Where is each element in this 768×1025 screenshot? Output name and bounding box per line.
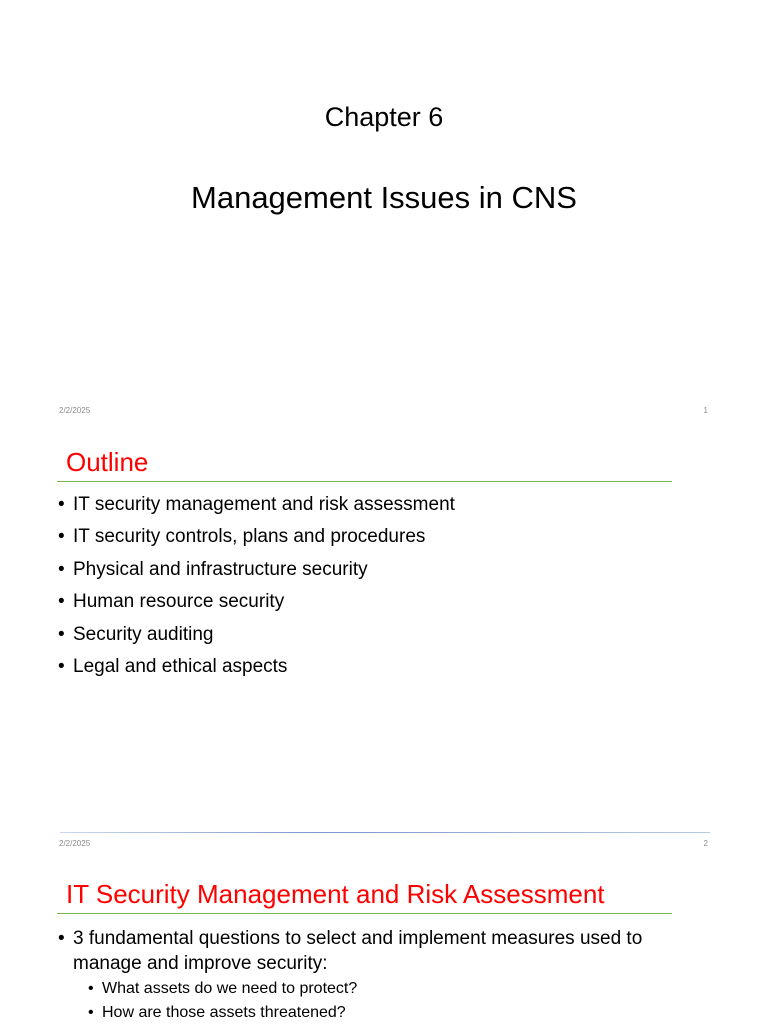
slide-divider — [60, 832, 710, 833]
slide-3 — [0, 864, 768, 1024]
list-item: • Physical and infrastructure security — [57, 554, 717, 586]
list-item: • Legal and ethical aspects — [57, 651, 717, 683]
slide-title: Outline — [66, 447, 149, 477]
slide-date: 2/2/2025 — [59, 839, 91, 848]
list-item: • IT security management and risk assessment — [57, 489, 717, 521]
sub-list-item: • What assets do we need to protect? — [87, 977, 357, 1001]
content-list — [57, 926, 707, 976]
sub-list — [87, 977, 357, 1025]
sub-list-item: • How are those assets threatened? — [87, 1001, 357, 1025]
outline-list — [57, 489, 717, 683]
slide-date: 2/2/2025 — [59, 406, 91, 415]
list-item: • IT security controls, plans and procedures — [57, 521, 717, 553]
list-item: • 3 fundamental questions to select and implement measures used to manage and improve security: — [57, 926, 707, 976]
list-item: • Security auditing — [57, 619, 717, 651]
deck-title: Management Issues in CNS — [191, 180, 577, 215]
list-item: • Human resource security — [57, 586, 717, 618]
slide-1 — [0, 0, 768, 432]
slide-number: 2 — [703, 839, 708, 848]
slide-number: 1 — [703, 406, 708, 415]
slide-title: IT Security Management and Risk Assessment — [66, 879, 605, 909]
title-underline — [57, 913, 672, 914]
title-underline — [57, 481, 672, 482]
slide-2 — [0, 432, 768, 864]
chapter-label: Chapter 6 — [324, 102, 444, 132]
